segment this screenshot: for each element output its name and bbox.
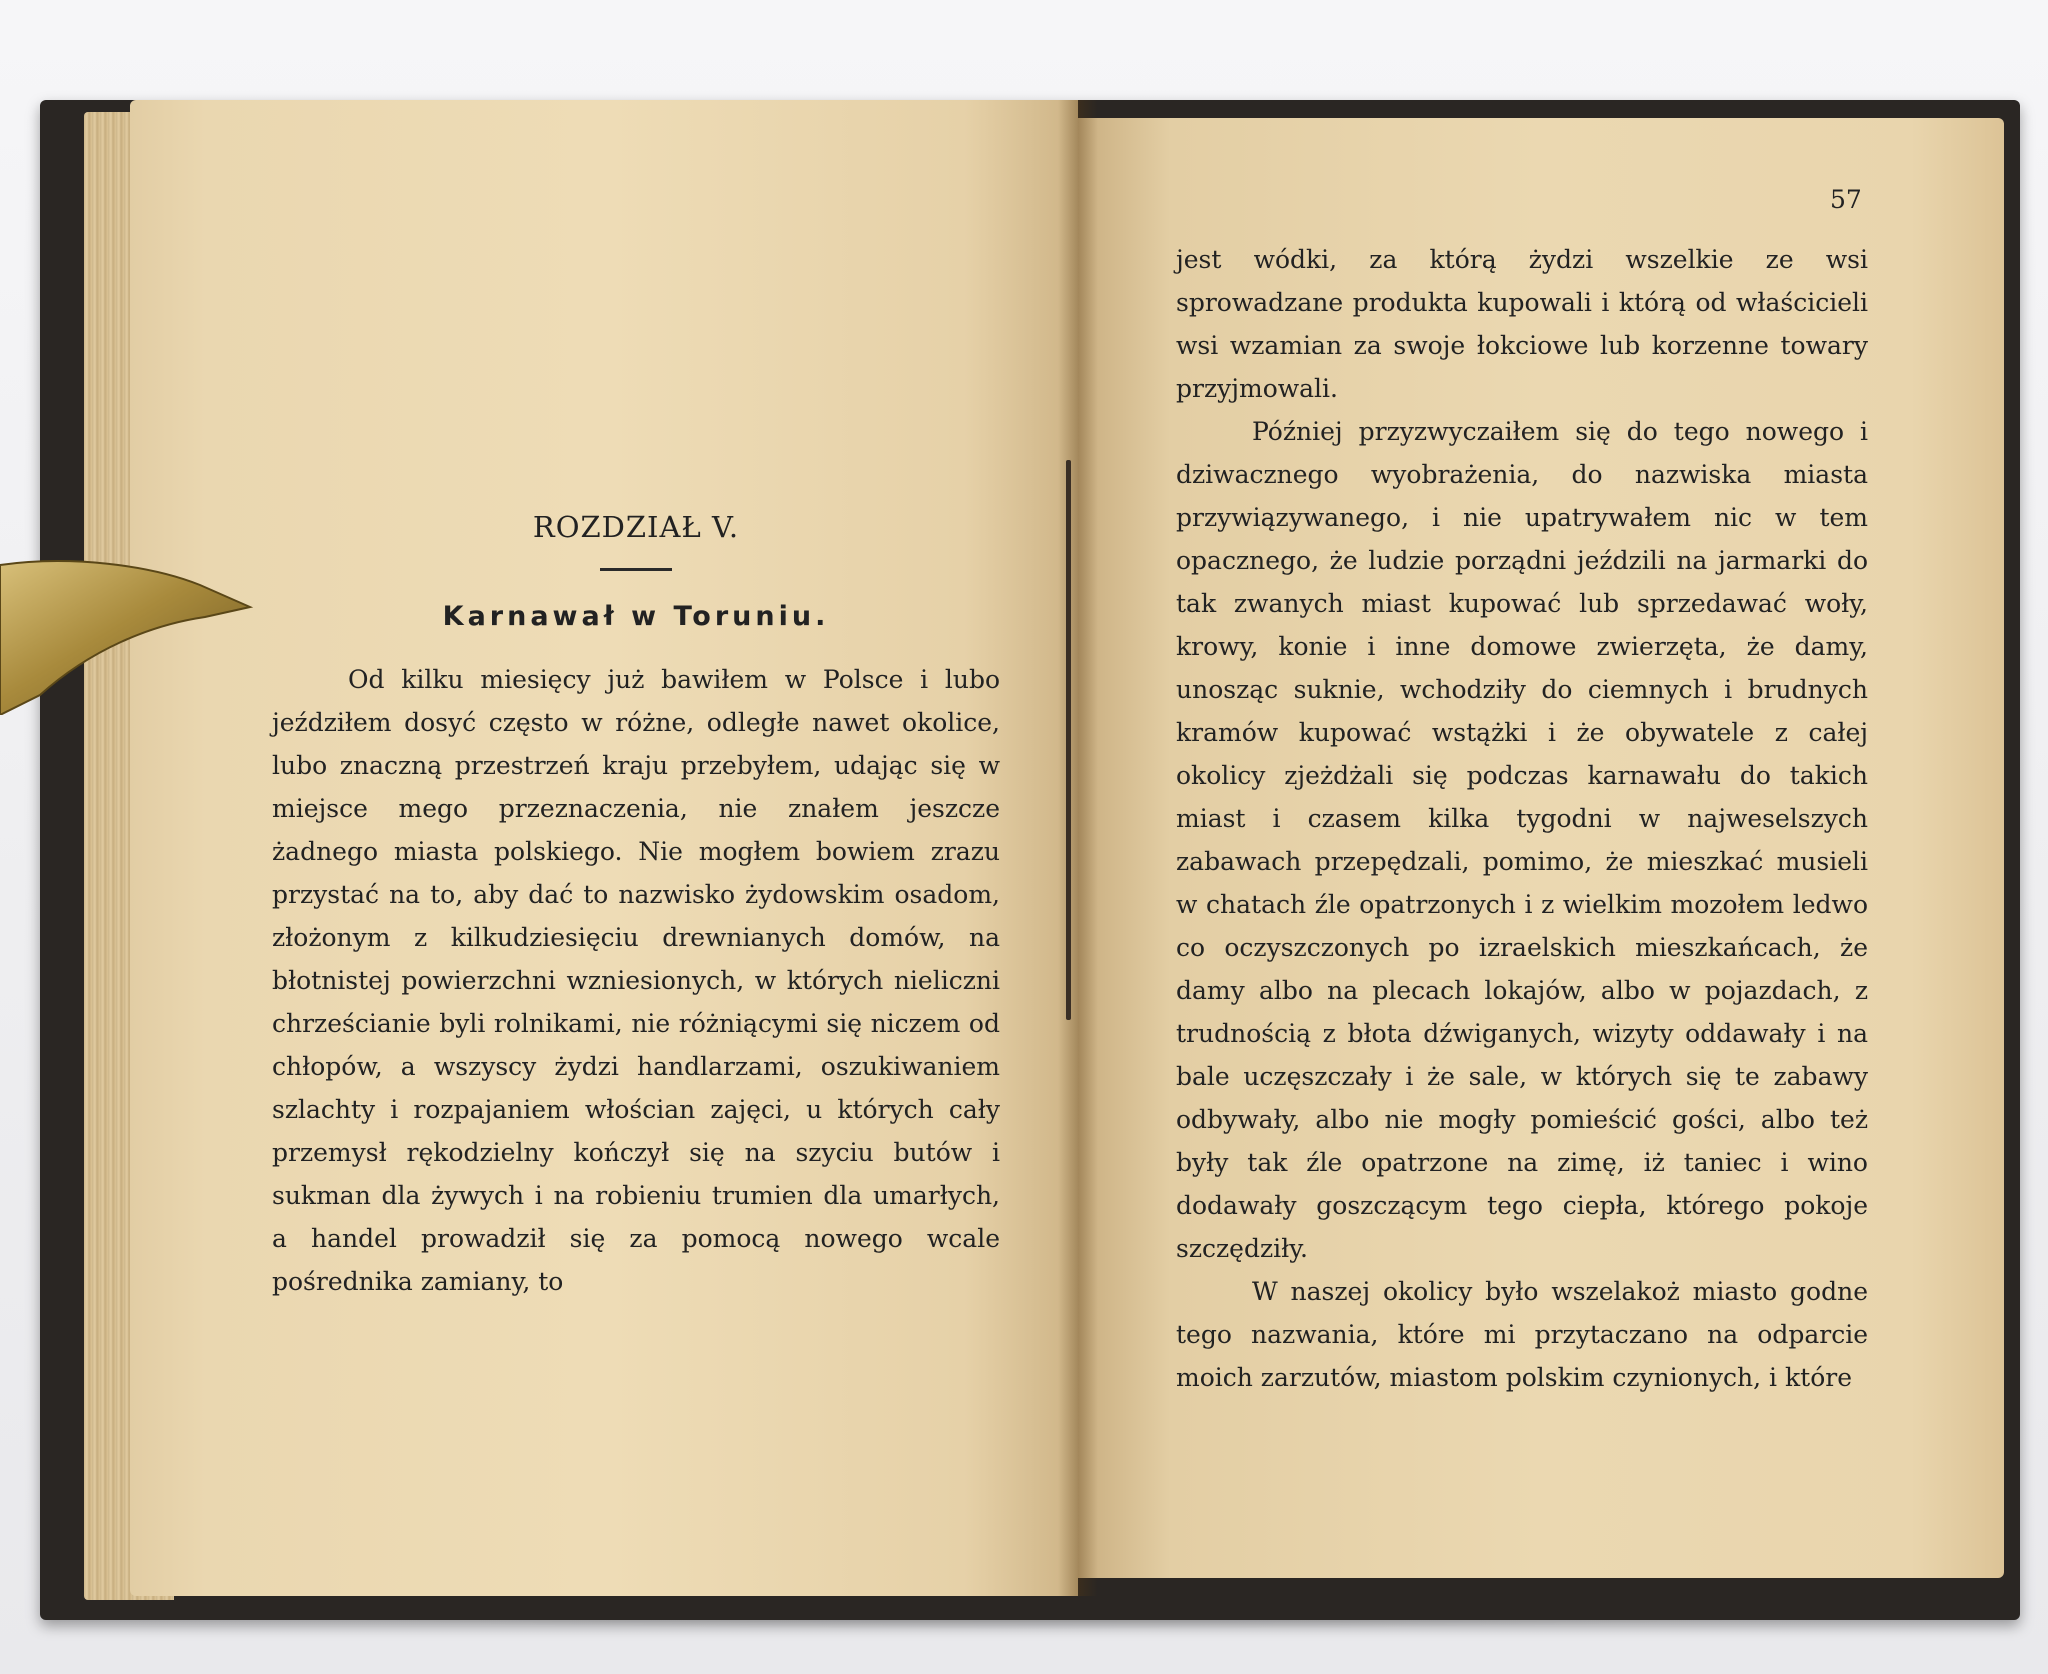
right-page-text: [1176, 238, 1868, 1399]
paragraph: Później przyzwyczaiłem się do tego nowego i dziwacznego wyobrażenia, do nazwiska miasta przywiązywanego, i nie upatrywałem nic w tem opacznego, że ludzie porządni jeździli na jarmarki do tak zwanych miast kupować lub sprzedawać woły, krowy, konie i inne domowe zwierzęta, że damy, unosząc suknie, wchodziły do ciemnych i brudnych kramów kupować wstążki i że obywatele z całej okolicy zjeżdżali się podczas karnawału do takich miast i czasem kilka tygodni w najweselszych zabawach przepędzali, pomimo, że mieszkać musieli w chatach źle opatrzonych i z wielkim mozołem ledwo co oczyszczonych po izraelskich mieszkańcach, że damy albo na plecach lokajów, albo w pojazdach, z trudnością z błota dźwiganych, wizyty oddawały i na bale uczęszczały i że sale, w których się te zabawy odbywały, albo nie mogły pomieścić gości, albo też były tak źle opatrzone na zimę, iż taniec i wino dodawały goszczącym tego ciepła, którego pokoje szczędziły.: [1176, 417, 1868, 1263]
binding-thread: [1066, 460, 1071, 1020]
paragraph: Od kilku miesięcy już bawiłem w Polsce i lubo jeździłem dosyć często w różne, odległe nawet okolice, lubo znaczną przestrzeń kraju przebyłem, udając się w miejsce mego przeznaczenia, nie znałem jeszcze żadnego miasta polskiego. Nie mogłem bowiem zrazu przystać na to, aby dać to nazwisko żydowskim osadom, złożonym z kilkudziesięciu drewnianych domów, na błotnistej powierzchni wzniesionych, w których nieliczni chrześcianie byli rolnikami, nie różniącymi się niczem od chłopów, a wszyscy żydzi handlarzami, oszukiwaniem szlachty i rozpajaniem włościan zajęci, u których cały przemysł rękodzielny kończył się na szyciu butów i sukman dla żywych i na robieniu trumien dla umarłych, a handel prowadził się za pomocą nowego wcale pośrednika zamiany, to: [272, 665, 1000, 1296]
chapter-title: Karnawał w Toruniu.: [442, 601, 830, 632]
paragraph: W naszej okolicy było wszelakoż miasto godne tego nazwania, które mi przytaczano na odparcie moich zarzutów, miastom polskim czynionych, i które: [1176, 1277, 1868, 1392]
left-page-text: [272, 510, 1000, 1303]
heading-divider: [600, 568, 672, 571]
paragraph-continued: jest wódki, za którą żydzi wszelkie ze wsi sprowadzane produkta kupowali i którą od właścicieli wsi wzamian za swoje łokciowe lub korzenne towary przyjmowali.: [1176, 245, 1868, 403]
chapter-heading: ROZDZIAŁ V.: [532, 510, 740, 544]
brass-bookmark-icon: [0, 555, 260, 715]
book-gutter: [1058, 100, 1098, 1596]
page-number: 57: [1830, 185, 1862, 214]
